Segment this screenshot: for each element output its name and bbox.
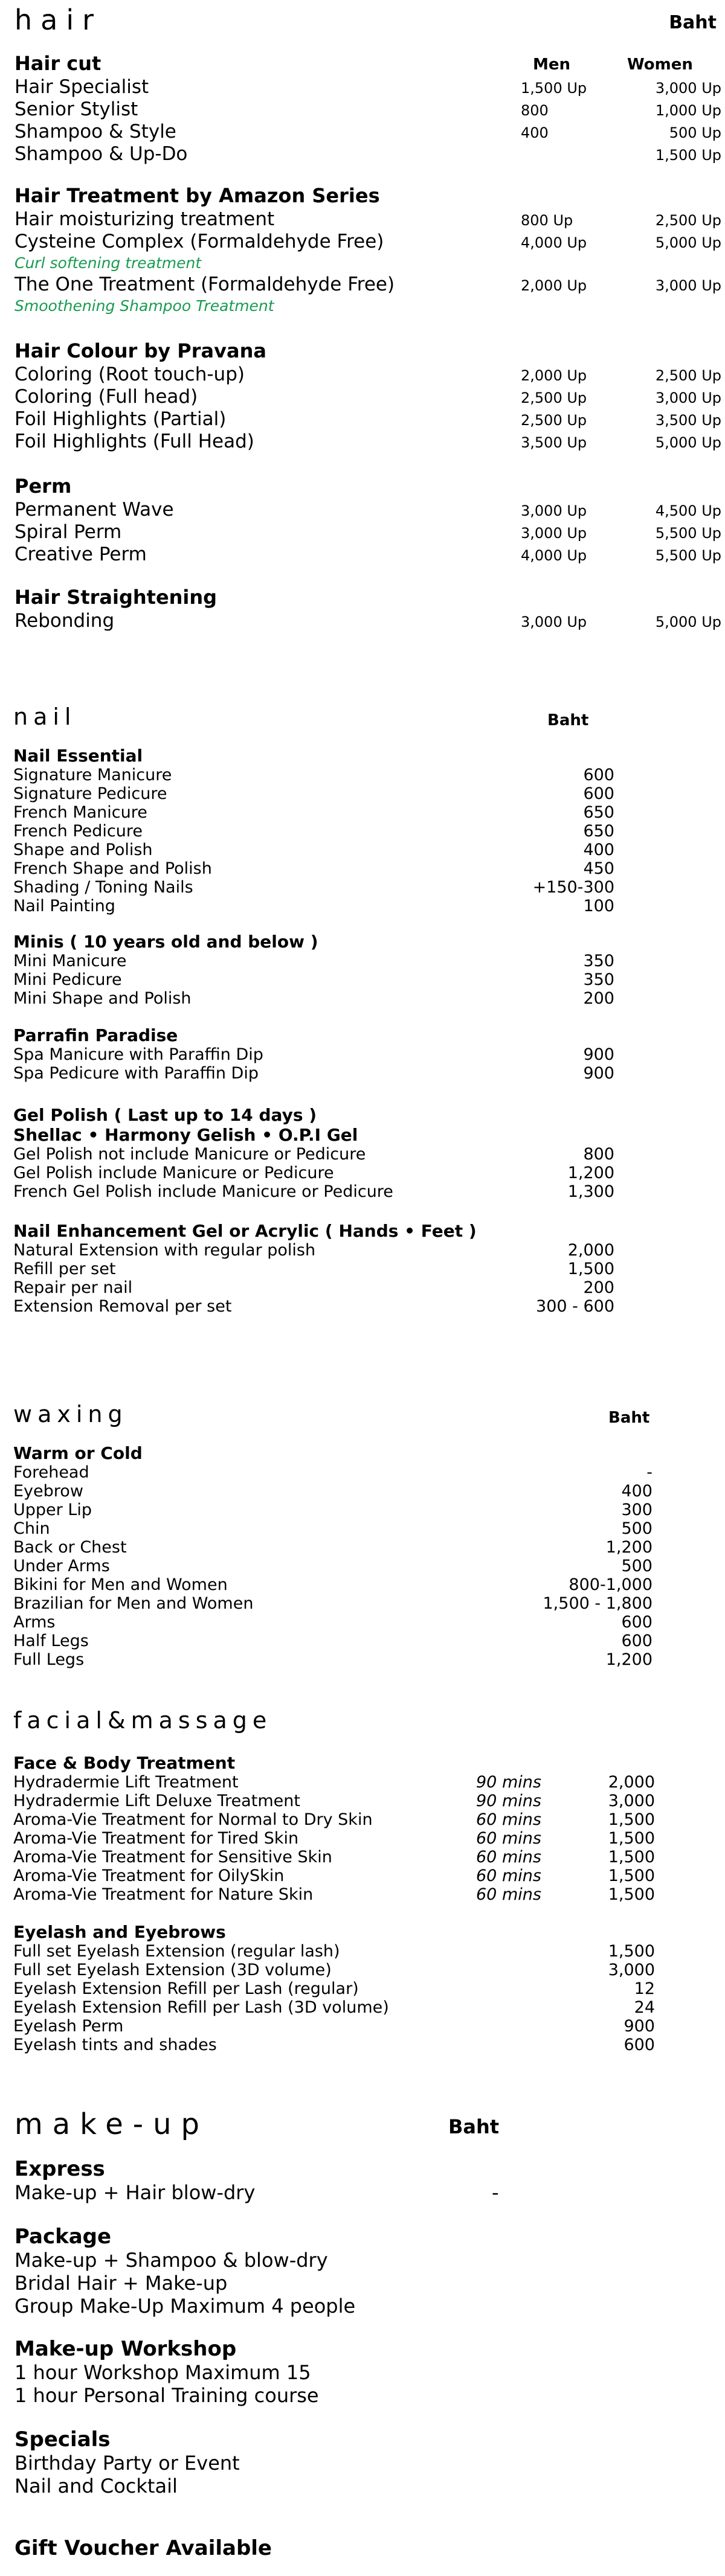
hair-price-women: 1,500 Up bbox=[655, 147, 721, 164]
waxing-section-title: waxing bbox=[13, 1401, 128, 1427]
nail-service-row bbox=[13, 1278, 678, 1297]
nail-service-row bbox=[13, 897, 678, 915]
hair-service-row bbox=[14, 274, 721, 296]
nail-group-title: Parrafin Paradise bbox=[13, 1025, 178, 1045]
nail-service-price: 400 bbox=[583, 841, 614, 859]
facial-group bbox=[13, 1753, 678, 1904]
nail-service-name: French Pedicure bbox=[13, 822, 143, 841]
facial-service-duration: 60 mins bbox=[476, 1848, 541, 1866]
makeup-baht-label: Baht bbox=[448, 2115, 500, 2138]
hair-service-name: Shampoo & Style bbox=[14, 121, 176, 143]
nail-service-row bbox=[13, 1260, 678, 1278]
hair-service-name: Shampoo & Up-Do bbox=[14, 143, 188, 165]
waxing-service-row bbox=[13, 1575, 678, 1594]
hair-service-row bbox=[14, 121, 721, 143]
waxing-service-name: Under Arms bbox=[13, 1557, 110, 1575]
hair-price-men: 4,000 Up bbox=[521, 234, 587, 251]
nail-service-price: 650 bbox=[583, 822, 614, 841]
nail-service-price: 600 bbox=[583, 766, 614, 784]
facial-service-row bbox=[13, 1810, 678, 1829]
makeup-service-row bbox=[14, 2384, 319, 2407]
nail-service-row bbox=[13, 1182, 678, 1201]
nail-group bbox=[13, 1025, 678, 1083]
facial-service-row bbox=[13, 1848, 678, 1866]
waxing-service-row bbox=[13, 1594, 678, 1613]
makeup-group bbox=[14, 2157, 499, 2204]
makeup-group-title: Make-up Workshop bbox=[14, 2337, 237, 2361]
waxing-group bbox=[13, 1443, 678, 1669]
facial-service-price: 1,500 bbox=[608, 1848, 655, 1866]
waxing-service-price: 600 bbox=[621, 1632, 652, 1650]
nail-service-name: Refill per set bbox=[13, 1260, 116, 1278]
makeup-service-name: Group Make-Up Maximum 4 people bbox=[14, 2295, 356, 2318]
nail-service-name: Gel Polish not include Manicure or Pedicure bbox=[13, 1145, 366, 1164]
nail-service-name: Repair per nail bbox=[13, 1278, 133, 1297]
waxing-service-price: 600 bbox=[621, 1613, 652, 1632]
nail-group-title: Nail Enhancement Gel or Acrylic ( Hands • Feet ) bbox=[13, 1221, 477, 1241]
nail-group-title: Minis ( 10 years old and below ) bbox=[13, 932, 318, 952]
hair-group bbox=[14, 339, 721, 453]
waxing-service-row bbox=[13, 1482, 678, 1501]
nail-service-price: 650 bbox=[583, 803, 614, 822]
facial-service-duration: 60 mins bbox=[476, 1810, 541, 1829]
makeup-group-title: Specials bbox=[14, 2427, 111, 2452]
nail-service-row bbox=[13, 1045, 678, 1064]
facial-group-title: Face & Body Treatment bbox=[13, 1753, 236, 1773]
waxing-service-price: 1,500 - 1,800 bbox=[543, 1594, 652, 1613]
waxing-service-name: Forehead bbox=[13, 1463, 89, 1482]
waxing-service-row bbox=[13, 1557, 678, 1575]
hair-price-men: 3,000 Up bbox=[521, 614, 587, 630]
nail-group bbox=[13, 932, 678, 1008]
hair-group-title: Hair cut bbox=[14, 52, 102, 75]
waxing-service-price: 500 bbox=[621, 1557, 652, 1575]
nail-service-name: Signature Pedicure bbox=[13, 784, 167, 803]
facial-service-name: Hydradermie Lift Deluxe Treatment bbox=[13, 1792, 300, 1810]
makeup-group-title: Express bbox=[14, 2157, 105, 2181]
makeup-service-price: - bbox=[492, 2181, 499, 2204]
facial-service-name: Aroma-Vie Treatment for OilySkin bbox=[13, 1866, 285, 1885]
facial-service-row bbox=[13, 1998, 678, 2017]
facial-service-price: 600 bbox=[624, 2036, 655, 2054]
facial-service-name: Aroma-Vie Treatment for Sensitive Skin bbox=[13, 1848, 332, 1866]
hair-price-women: 3,500 Up bbox=[655, 412, 721, 429]
hair-group-title: Hair Straightening bbox=[14, 586, 218, 609]
makeup-service-row bbox=[14, 2475, 240, 2498]
nail-service-name: French Shape and Polish bbox=[13, 859, 212, 878]
hair-price-women: 2,500 Up bbox=[655, 367, 721, 384]
hair-price-men: 800 bbox=[521, 102, 549, 119]
hair-price-women: 5,500 Up bbox=[655, 547, 721, 564]
nail-service-name: Mini Shape and Polish bbox=[13, 989, 192, 1008]
makeup-service-row bbox=[14, 2249, 355, 2272]
waxing-service-row bbox=[13, 1463, 678, 1482]
nail-service-price: 200 bbox=[583, 989, 614, 1008]
hair-group-title: Hair Treatment by Amazon Series bbox=[14, 184, 380, 207]
nail-service-price: 200 bbox=[583, 1278, 614, 1297]
hair-price-women: 5,000 Up bbox=[655, 614, 721, 630]
facial-service-row bbox=[13, 1942, 678, 1961]
nail-group-title: Gel Polish ( Last up to 14 days ) bbox=[13, 1105, 317, 1125]
waxing-service-row bbox=[13, 1538, 678, 1557]
facial-group-title: Eyelash and Eyebrows bbox=[13, 1922, 226, 1942]
hair-price-men: 3,000 Up bbox=[521, 525, 587, 542]
nail-group bbox=[13, 1105, 678, 1201]
waxing-service-name: Back or Chest bbox=[13, 1538, 127, 1557]
nail-service-name: Spa Pedicure with Paraffin Dip bbox=[13, 1064, 259, 1083]
makeup-service-name: Nail and Cocktail bbox=[14, 2475, 178, 2498]
facial-service-row bbox=[13, 1829, 678, 1848]
nail-group bbox=[13, 746, 678, 915]
nail-section-title: nail bbox=[13, 703, 77, 730]
nail-service-name: Spa Manicure with Paraffin Dip bbox=[13, 1045, 263, 1064]
hair-service-name: Coloring (Full head) bbox=[14, 386, 198, 408]
facial-service-name: Eyelash Extension Refill per Lash (regular) bbox=[13, 1979, 359, 1998]
hair-service-name: The One Treatment (Formaldehyde Free) bbox=[14, 274, 395, 295]
nail-service-price: +150-300 bbox=[532, 878, 614, 897]
facial-service-row bbox=[13, 1866, 678, 1885]
facial-service-price: 24 bbox=[634, 1998, 655, 2017]
nail-service-row bbox=[13, 803, 678, 822]
hair-price-women: 4,500 Up bbox=[655, 502, 721, 519]
hair-service-name: Permanent Wave bbox=[14, 499, 174, 521]
facial-service-name: Eyelash Extension Refill per Lash (3D volume) bbox=[13, 1998, 389, 2017]
hair-price-men: 2,500 Up bbox=[521, 389, 587, 406]
makeup-service-name: Birthday Party or Event bbox=[14, 2452, 240, 2475]
nail-service-name: Mini Pedicure bbox=[13, 970, 122, 989]
hair-service-row bbox=[14, 76, 721, 98]
nail-service-price: 1,300 bbox=[567, 1182, 614, 1201]
facial-service-name: Eyelash tints and shades bbox=[13, 2036, 217, 2054]
facial-service-duration: 60 mins bbox=[476, 1866, 541, 1885]
waxing-service-name: Upper Lip bbox=[13, 1501, 92, 1519]
waxing-service-name: Full Legs bbox=[13, 1650, 85, 1669]
nail-service-price: 600 bbox=[583, 784, 614, 803]
nail-service-price: 300 - 600 bbox=[536, 1297, 614, 1316]
nail-service-price: 350 bbox=[583, 952, 614, 970]
nail-service-price: 2,000 bbox=[567, 1241, 614, 1260]
nail-service-name: Shading / Toning Nails bbox=[13, 878, 193, 897]
hair-price-men: 400 bbox=[521, 124, 549, 141]
facial-service-price: 1,500 bbox=[608, 1885, 655, 1904]
facial-service-row bbox=[13, 2017, 678, 2036]
makeup-group bbox=[14, 2337, 319, 2407]
hair-service-row bbox=[14, 98, 721, 121]
hair-service-name: Cysteine Complex (Formaldehyde Free) bbox=[14, 231, 384, 252]
hair-price-men: 2,500 Up bbox=[521, 412, 587, 429]
hair-service-name: Hair Specialist bbox=[14, 76, 149, 98]
makeup-group bbox=[14, 2427, 240, 2498]
nail-service-name: Shape and Polish bbox=[13, 841, 153, 859]
nail-service-row bbox=[13, 1145, 678, 1164]
waxing-service-price: 1,200 bbox=[605, 1650, 652, 1669]
nail-service-name: Natural Extension with regular polish bbox=[13, 1241, 316, 1260]
hair-group-title: Hair Colour by Pravana bbox=[14, 339, 266, 362]
hair-treatment-note: Curl softening treatment bbox=[14, 254, 202, 272]
hair-women-header: Women bbox=[627, 56, 693, 74]
nail-group-subtitle: Shellac • Harmony Gelish • O.P.I Gel bbox=[13, 1125, 358, 1145]
facial-service-duration: 90 mins bbox=[476, 1773, 541, 1792]
hair-price-women: 5,500 Up bbox=[655, 525, 721, 542]
hair-baht-label: Baht bbox=[669, 12, 717, 33]
facial-service-row bbox=[13, 1773, 678, 1792]
facial-service-name: Full set Eyelash Extension (3D volume) bbox=[13, 1961, 332, 1979]
hair-price-men: 800 Up bbox=[521, 212, 573, 229]
waxing-baht-label: Baht bbox=[608, 1409, 650, 1427]
nail-service-price: 900 bbox=[583, 1064, 614, 1083]
hair-group-title: Perm bbox=[14, 475, 72, 498]
facial-service-price: 1,500 bbox=[608, 1942, 655, 1961]
facial-service-name: Hydradermie Lift Treatment bbox=[13, 1773, 239, 1792]
hair-price-women: 2,500 Up bbox=[655, 212, 721, 229]
hair-group bbox=[14, 586, 721, 632]
makeup-section-title: make-up bbox=[14, 2107, 209, 2141]
waxing-service-row bbox=[13, 1613, 678, 1632]
nail-baht-label: Baht bbox=[547, 711, 589, 729]
facial-service-name: Full set Eyelash Extension (regular lash) bbox=[13, 1942, 340, 1961]
facial-section-title: facial&massage bbox=[13, 1707, 272, 1734]
nail-service-price: 800 bbox=[583, 1145, 614, 1164]
nail-service-row bbox=[13, 1297, 678, 1316]
hair-treatment-note: Smoothening Shampoo Treatment bbox=[14, 297, 274, 315]
hair-service-row bbox=[14, 543, 721, 566]
waxing-service-row bbox=[13, 1650, 678, 1669]
makeup-service-name: Make-up + Shampoo & blow-dry bbox=[14, 2249, 328, 2272]
makeup-group-title: Package bbox=[14, 2225, 112, 2249]
nail-service-row bbox=[13, 859, 678, 878]
nail-service-row bbox=[13, 1064, 678, 1083]
nail-group bbox=[13, 1221, 678, 1316]
nail-service-price: 900 bbox=[583, 1045, 614, 1064]
hair-price-women: 1,000 Up bbox=[655, 102, 721, 119]
hair-service-name: Creative Perm bbox=[14, 543, 147, 565]
nail-service-row bbox=[13, 970, 678, 989]
facial-service-row bbox=[13, 1792, 678, 1810]
hair-service-row bbox=[14, 208, 721, 231]
makeup-service-row bbox=[14, 2181, 499, 2204]
hair-section-title: hair bbox=[14, 4, 103, 36]
nail-service-name: Nail Painting bbox=[13, 897, 115, 915]
waxing-service-name: Eyebrow bbox=[13, 1482, 83, 1501]
makeup-service-row bbox=[14, 2361, 319, 2384]
hair-service-row bbox=[14, 231, 721, 253]
facial-service-price: 1,500 bbox=[608, 1810, 655, 1829]
nail-service-row bbox=[13, 822, 678, 841]
hair-group bbox=[14, 475, 721, 566]
hair-service-name: Spiral Perm bbox=[14, 521, 122, 543]
hair-service-name: Hair moisturizing treatment bbox=[14, 208, 275, 230]
nail-service-price: 100 bbox=[583, 897, 614, 915]
hair-group bbox=[14, 184, 721, 316]
hair-price-men: 3,500 Up bbox=[521, 434, 587, 451]
facial-service-price: 3,000 bbox=[608, 1792, 655, 1810]
nail-service-row bbox=[13, 878, 678, 897]
waxing-service-price: 500 bbox=[621, 1519, 652, 1538]
hair-price-women: 3,000 Up bbox=[655, 80, 721, 97]
facial-service-duration: 60 mins bbox=[476, 1885, 541, 1904]
waxing-service-name: Arms bbox=[13, 1613, 56, 1632]
hair-service-row bbox=[14, 386, 721, 408]
facial-service-name: Eyelash Perm bbox=[13, 2017, 124, 2036]
nail-service-price: 450 bbox=[583, 859, 614, 878]
facial-service-duration: 60 mins bbox=[476, 1829, 541, 1848]
facial-service-row bbox=[13, 2036, 678, 2054]
hair-service-row bbox=[14, 408, 721, 431]
nail-service-row bbox=[13, 1164, 678, 1182]
waxing-group-title: Warm or Cold bbox=[13, 1443, 143, 1463]
makeup-service-name: 1 hour Workshop Maximum 15 bbox=[14, 2361, 311, 2384]
nail-service-price: 1,200 bbox=[567, 1164, 614, 1182]
makeup-service-name: Make-up + Hair blow-dry bbox=[14, 2181, 256, 2204]
hair-service-row bbox=[14, 143, 721, 165]
waxing-service-price: 400 bbox=[621, 1482, 652, 1501]
hair-service-row bbox=[14, 521, 721, 543]
makeup-service-row bbox=[14, 2295, 355, 2318]
hair-price-women: 500 Up bbox=[669, 124, 721, 141]
nail-service-name: Mini Manicure bbox=[13, 952, 127, 970]
hair-service-row bbox=[14, 431, 721, 453]
waxing-service-row bbox=[13, 1519, 678, 1538]
nail-service-price: 350 bbox=[583, 970, 614, 989]
hair-price-women: 3,000 Up bbox=[655, 277, 721, 294]
hair-service-name: Foil Highlights (Full Head) bbox=[14, 431, 254, 452]
nail-service-row bbox=[13, 841, 678, 859]
facial-service-price: 900 bbox=[624, 2017, 655, 2036]
nail-group-title: Nail Essential bbox=[13, 746, 143, 766]
makeup-service-name: 1 hour Personal Training course bbox=[14, 2384, 319, 2407]
waxing-service-price: 1,200 bbox=[605, 1538, 652, 1557]
hair-price-women: 3,000 Up bbox=[655, 389, 721, 406]
facial-service-price: 2,000 bbox=[608, 1773, 655, 1792]
hair-price-men: 2,000 Up bbox=[521, 367, 587, 384]
hair-service-name: Rebonding bbox=[14, 610, 115, 632]
nail-service-name: French Manicure bbox=[13, 803, 147, 822]
waxing-service-price: 300 bbox=[621, 1501, 652, 1519]
nail-service-name: Signature Manicure bbox=[13, 766, 172, 784]
facial-service-name: Aroma-Vie Treatment for Nature Skin bbox=[13, 1885, 314, 1904]
facial-group bbox=[13, 1922, 678, 2054]
hair-service-name: Coloring (Root touch-up) bbox=[14, 364, 245, 385]
hair-price-women: 5,000 Up bbox=[655, 434, 721, 451]
hair-men-header: Men bbox=[533, 56, 571, 74]
nail-service-row bbox=[13, 784, 678, 803]
hair-price-men: 3,000 Up bbox=[521, 502, 587, 519]
facial-service-name: Aroma-Vie Treatment for Tired Skin bbox=[13, 1829, 299, 1848]
hair-service-row bbox=[14, 610, 721, 632]
facial-service-price: 3,000 bbox=[608, 1961, 655, 1979]
waxing-service-row bbox=[13, 1632, 678, 1650]
waxing-service-price: - bbox=[646, 1463, 652, 1482]
waxing-service-row bbox=[13, 1501, 678, 1519]
waxing-service-price: 800-1,000 bbox=[569, 1575, 652, 1594]
facial-service-row bbox=[13, 1961, 678, 1979]
hair-service-row bbox=[14, 364, 721, 386]
nail-service-row bbox=[13, 766, 678, 784]
hair-group bbox=[14, 52, 721, 165]
makeup-service-row bbox=[14, 2452, 240, 2475]
hair-price-women: 5,000 Up bbox=[655, 234, 721, 251]
makeup-group bbox=[14, 2225, 355, 2318]
nail-service-row bbox=[13, 989, 678, 1008]
nail-service-name: Extension Removal per set bbox=[13, 1297, 232, 1316]
waxing-service-name: Half Legs bbox=[13, 1632, 89, 1650]
nail-service-name: French Gel Polish include Manicure or Pedicure bbox=[13, 1182, 393, 1201]
hair-service-name: Senior Stylist bbox=[14, 98, 138, 120]
facial-service-price: 1,500 bbox=[608, 1866, 655, 1885]
facial-service-row bbox=[13, 1885, 678, 1904]
hair-price-men: 4,000 Up bbox=[521, 547, 587, 564]
nail-service-row bbox=[13, 952, 678, 970]
hair-service-row bbox=[14, 499, 721, 521]
hair-price-men: 2,000 Up bbox=[521, 277, 587, 294]
waxing-service-name: Chin bbox=[13, 1519, 50, 1538]
nail-service-row bbox=[13, 1241, 678, 1260]
hair-service-name: Foil Highlights (Partial) bbox=[14, 408, 227, 430]
nail-service-name: Gel Polish include Manicure or Pedicure bbox=[13, 1164, 334, 1182]
nail-service-price: 1,500 bbox=[567, 1260, 614, 1278]
facial-service-price: 12 bbox=[634, 1979, 655, 1998]
makeup-service-row bbox=[14, 2272, 355, 2295]
facial-service-name: Aroma-Vie Treatment for Normal to Dry Skin bbox=[13, 1810, 373, 1829]
waxing-service-name: Brazilian for Men and Women bbox=[13, 1594, 254, 1613]
hair-price-men: 1,500 Up bbox=[521, 80, 587, 97]
facial-service-price: 1,500 bbox=[608, 1829, 655, 1848]
makeup-service-name: Bridal Hair + Make-up bbox=[14, 2272, 228, 2295]
waxing-service-name: Bikini for Men and Women bbox=[13, 1575, 228, 1594]
gift-voucher-notice: Gift Voucher Available bbox=[14, 2536, 272, 2560]
facial-service-row bbox=[13, 1979, 678, 1998]
facial-service-duration: 90 mins bbox=[476, 1792, 541, 1810]
